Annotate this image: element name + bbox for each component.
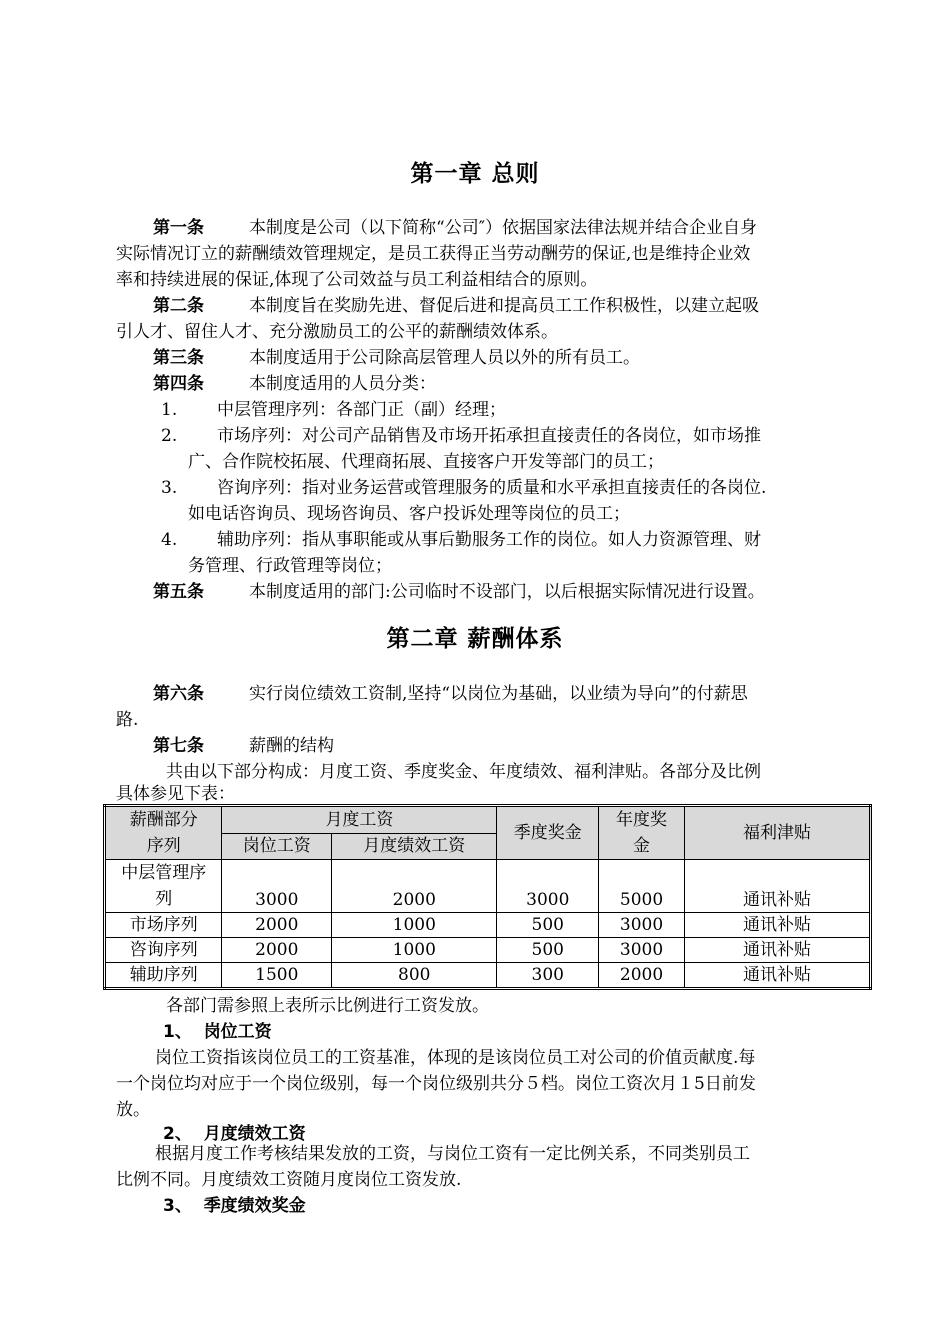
list-item-4-text-2: 务管理、行政管理等岗位； — [188, 556, 392, 576]
list-item-4 — [161, 527, 761, 553]
article-4-line-1 — [153, 371, 436, 397]
list-item-4-number: 4. — [161, 530, 178, 550]
table-cell-sequence: 市场序列 — [105, 913, 222, 938]
chapter-2-title: 第二章 薪酬体系 — [386, 626, 564, 652]
section-2-line-1: 根据月度工作考核结果发放的工资，与岗位工资有一定比例关系，不同类别员工 — [155, 1144, 750, 1164]
list-item-1-number: 1. — [161, 400, 178, 420]
table-cell-quarter: 300 — [497, 963, 599, 989]
table-cell-quarter: 3000 — [497, 860, 599, 913]
table-header-sequence-line-2: 序列 — [146, 836, 181, 856]
article-5-text-1: 本制度适用的部门:公司临时不设部门，以后根据实际情况进行设置。 — [249, 582, 765, 602]
article-7-intro-2: 具体参见下表： — [116, 784, 235, 804]
article-3-text-1: 本制度适用于公司除高层管理人员以外的所有员工。 — [249, 348, 640, 368]
list-item-2-number: 2. — [161, 426, 178, 446]
list-item-3-text-2: 如电话咨询员、现场咨询员、客户投诉处理等岗位的员工； — [188, 504, 630, 524]
table-cell-quarter: 500 — [497, 938, 599, 963]
section-3-number: 3、 — [163, 1196, 192, 1216]
table-header-sequence — [105, 806, 222, 860]
section-1-number: 1、 — [163, 1022, 192, 1042]
article-7-label: 第七条 — [153, 736, 204, 756]
list-item-3-number: 3. — [161, 478, 178, 498]
list-item-2 — [161, 423, 761, 449]
table-cell-sequence: 辅助序列 — [105, 963, 222, 989]
table-cell-welfare: 通讯补贴 — [684, 860, 870, 913]
table-header-quarter: 季度奖金 — [497, 806, 599, 860]
article-1-line-2: 实际情况订立的薪酬绩效管理规定，是员工获得正当劳动酬劳的保证,也是维持企业效 — [116, 244, 751, 264]
table-cell-sequence-line-1: 中层管理序 — [121, 863, 207, 883]
salary-structure-table — [103, 804, 872, 990]
table-cell-annual: 3000 — [599, 913, 685, 938]
section-2-title: 月度绩效工资 — [203, 1124, 306, 1144]
table-row — [105, 963, 871, 989]
table-cell-sequence: 咨询序列 — [105, 938, 222, 963]
list-item-1-text: 中层管理序列：各部门正（副）经理； — [217, 400, 506, 420]
article-6-line-1 — [153, 681, 748, 707]
article-4-text-1: 本制度适用的人员分类： — [249, 374, 436, 394]
article-2-line-1 — [153, 293, 759, 319]
list-item-3-text-1: 咨询序列：指对业务运营或管理服务的质量和水平承担直接责任的各岗位. — [217, 478, 767, 498]
article-7-intro-1: 共由以下部分构成：月度工资、季度奖金、年度绩效、福利津贴。各部分及比例 — [166, 762, 761, 782]
article-6-line-2: 路. — [116, 710, 139, 730]
table-header-sequence-line-1: 薪酬部分 — [129, 810, 198, 830]
article-7-text-1: 薪酬的结构 — [249, 736, 334, 756]
section-3-heading — [163, 1193, 306, 1219]
table-cell-sequence-line-2: 列 — [155, 889, 173, 909]
list-item-3 — [161, 475, 766, 501]
list-item-2-text-2: 广、合作院校拓展、代理商拓展、直接客户开发等部门的员工； — [188, 452, 664, 472]
table-cell-welfare: 通讯补贴 — [684, 938, 870, 963]
table-cell-perf: 1000 — [332, 913, 497, 938]
section-3-title: 季度绩效奖金 — [203, 1196, 306, 1216]
table-header-row-1 — [105, 806, 871, 834]
table-row — [105, 860, 871, 913]
section-1-heading — [163, 1019, 272, 1045]
article-6-label: 第六条 — [153, 684, 204, 704]
list-item-4-text-1: 辅助序列：指从事职能或从事后勤服务工作的岗位。如人力资源管理、财 — [217, 530, 761, 550]
article-4-label: 第四条 — [153, 374, 204, 394]
article-1-line-1 — [153, 215, 757, 241]
article-1-text-1: 本制度是公司（以下简称“公司″）依据国家法律法规并结合企业自身 — [249, 218, 758, 238]
article-5-line-1 — [153, 579, 765, 605]
section-1-line-2: 一个岗位均对应于一个岗位级别，每一个岗位级别共分５档。岗位工资次月１5日前发 — [116, 1074, 756, 1094]
table-cell-annual: 5000 — [599, 860, 685, 913]
section-2-number: 2、 — [163, 1124, 192, 1144]
table-cell-annual: 3000 — [599, 938, 685, 963]
table-cell-base: 1500 — [222, 963, 332, 989]
table-header-base: 岗位工资 — [222, 833, 332, 859]
table-cell-welfare: 通讯补贴 — [684, 913, 870, 938]
table-cell-base: 2000 — [222, 913, 332, 938]
table-header-monthly: 月度工资 — [222, 806, 497, 834]
article-7-line-1 — [153, 733, 334, 759]
table-header-annual-line-2: 金 — [633, 836, 651, 856]
section-1-line-3: 放。 — [116, 1100, 150, 1120]
table-cell-perf: 1000 — [332, 938, 497, 963]
table-cell-perf: 2000 — [332, 860, 497, 913]
table-cell-annual: 2000 — [599, 963, 685, 989]
table-cell-welfare: 通讯补贴 — [684, 963, 870, 989]
article-3-label: 第三条 — [153, 348, 204, 368]
article-1-line-3: 率和持续进展的保证,体现了公司效益与员工利益相结合的原则。 — [116, 270, 598, 290]
table-cell-perf: 800 — [332, 963, 497, 989]
table-header-annual-line-1: 年度奖 — [616, 810, 668, 830]
article-3-line-1 — [153, 345, 640, 371]
table-header-welfare: 福利津贴 — [684, 806, 870, 860]
table-row — [105, 938, 871, 963]
list-item-2-text-1: 市场序列：对公司产品销售及市场开拓承担直接责任的各岗位，如市场推 — [217, 426, 761, 446]
table-cell-base: 2000 — [222, 938, 332, 963]
list-item-1 — [161, 397, 506, 423]
table-cell-quarter: 500 — [497, 913, 599, 938]
table-header-perf: 月度绩效工资 — [332, 833, 497, 859]
section-1-line-1: 岗位工资指该岗位员工的工资基准，体现的是该岗位员工对公司的价值贡献度.每 — [155, 1048, 756, 1068]
table-cell-base: 3000 — [222, 860, 332, 913]
section-2-line-2: 比例不同。月度绩效工资随月度岗位工资发放. — [116, 1170, 462, 1190]
table-row — [105, 913, 871, 938]
article-2-label: 第二条 — [153, 296, 204, 316]
article-1-label: 第一条 — [153, 218, 204, 238]
article-2-line-2: 引人才、留住人才、充分激励员工的公平的薪酬绩效体系。 — [116, 322, 558, 342]
section-1-title: 岗位工资 — [203, 1022, 272, 1042]
article-5-label: 第五条 — [153, 582, 204, 602]
article-2-text-1: 本制度旨在奖励先进、督促后进和提高员工工作积极性，以建立起吸 — [249, 296, 759, 316]
after-table-text: 各部门需参照上表所示比例进行工资发放。 — [166, 996, 489, 1016]
chapter-1-title: 第一章 总则 — [410, 161, 540, 187]
article-6-text-1: 实行岗位绩效工资制,坚持“以岗位为基础，以业绩为导向”的付薪思 — [249, 684, 748, 704]
table-cell-sequence — [105, 860, 222, 913]
table-header-annual — [599, 806, 685, 860]
